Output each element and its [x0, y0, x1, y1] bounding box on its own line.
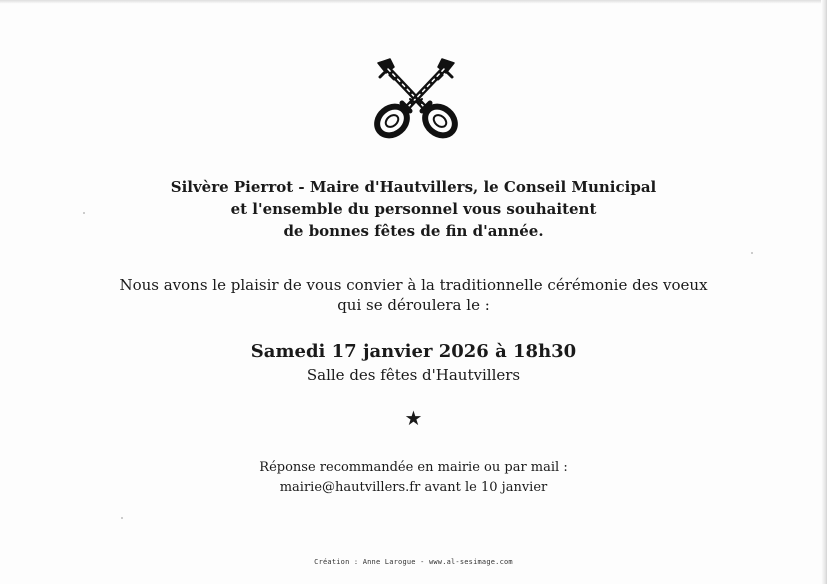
- design-credit: Création : Anne Larogue - www.al-sesimage.com: [314, 558, 513, 566]
- greeting-line-1: Silvère Pierrot - Maire d'Hautvillers, le Conseil Municipal: [170, 178, 657, 196]
- rsvp-line-1: Réponse recommandée en mairie ou par mail :: [259, 460, 568, 475]
- greeting-line-2: et l'ensemble du personnel vous souhaitent: [230, 200, 597, 218]
- invitation-line-2: qui se déroulera le :: [337, 296, 490, 314]
- scan-edge-top: [0, 0, 827, 4]
- rsvp-line-2: mairie@hautvillers.fr avant le 10 janvier: [279, 480, 548, 495]
- scan-speck: [751, 252, 753, 254]
- crossed-keys-icon: [370, 55, 462, 147]
- invitation-line-1: Nous avons le plaisir de vous convier à la traditionnelle cérémonie des voeux: [119, 276, 708, 294]
- invitation-block: [0, 275, 827, 315]
- greeting-block: [0, 176, 827, 242]
- scan-speck: [121, 517, 123, 519]
- event-place: Salle des fêtes d'Hautvillers: [306, 366, 521, 384]
- rsvp-block: [0, 458, 827, 498]
- greeting-line-3: de bonnes fêtes de fin d'année.: [283, 222, 544, 240]
- star-ornament: ★: [404, 406, 423, 430]
- event-date: Samedi 17 janvier 2026 à 18h30: [250, 341, 577, 362]
